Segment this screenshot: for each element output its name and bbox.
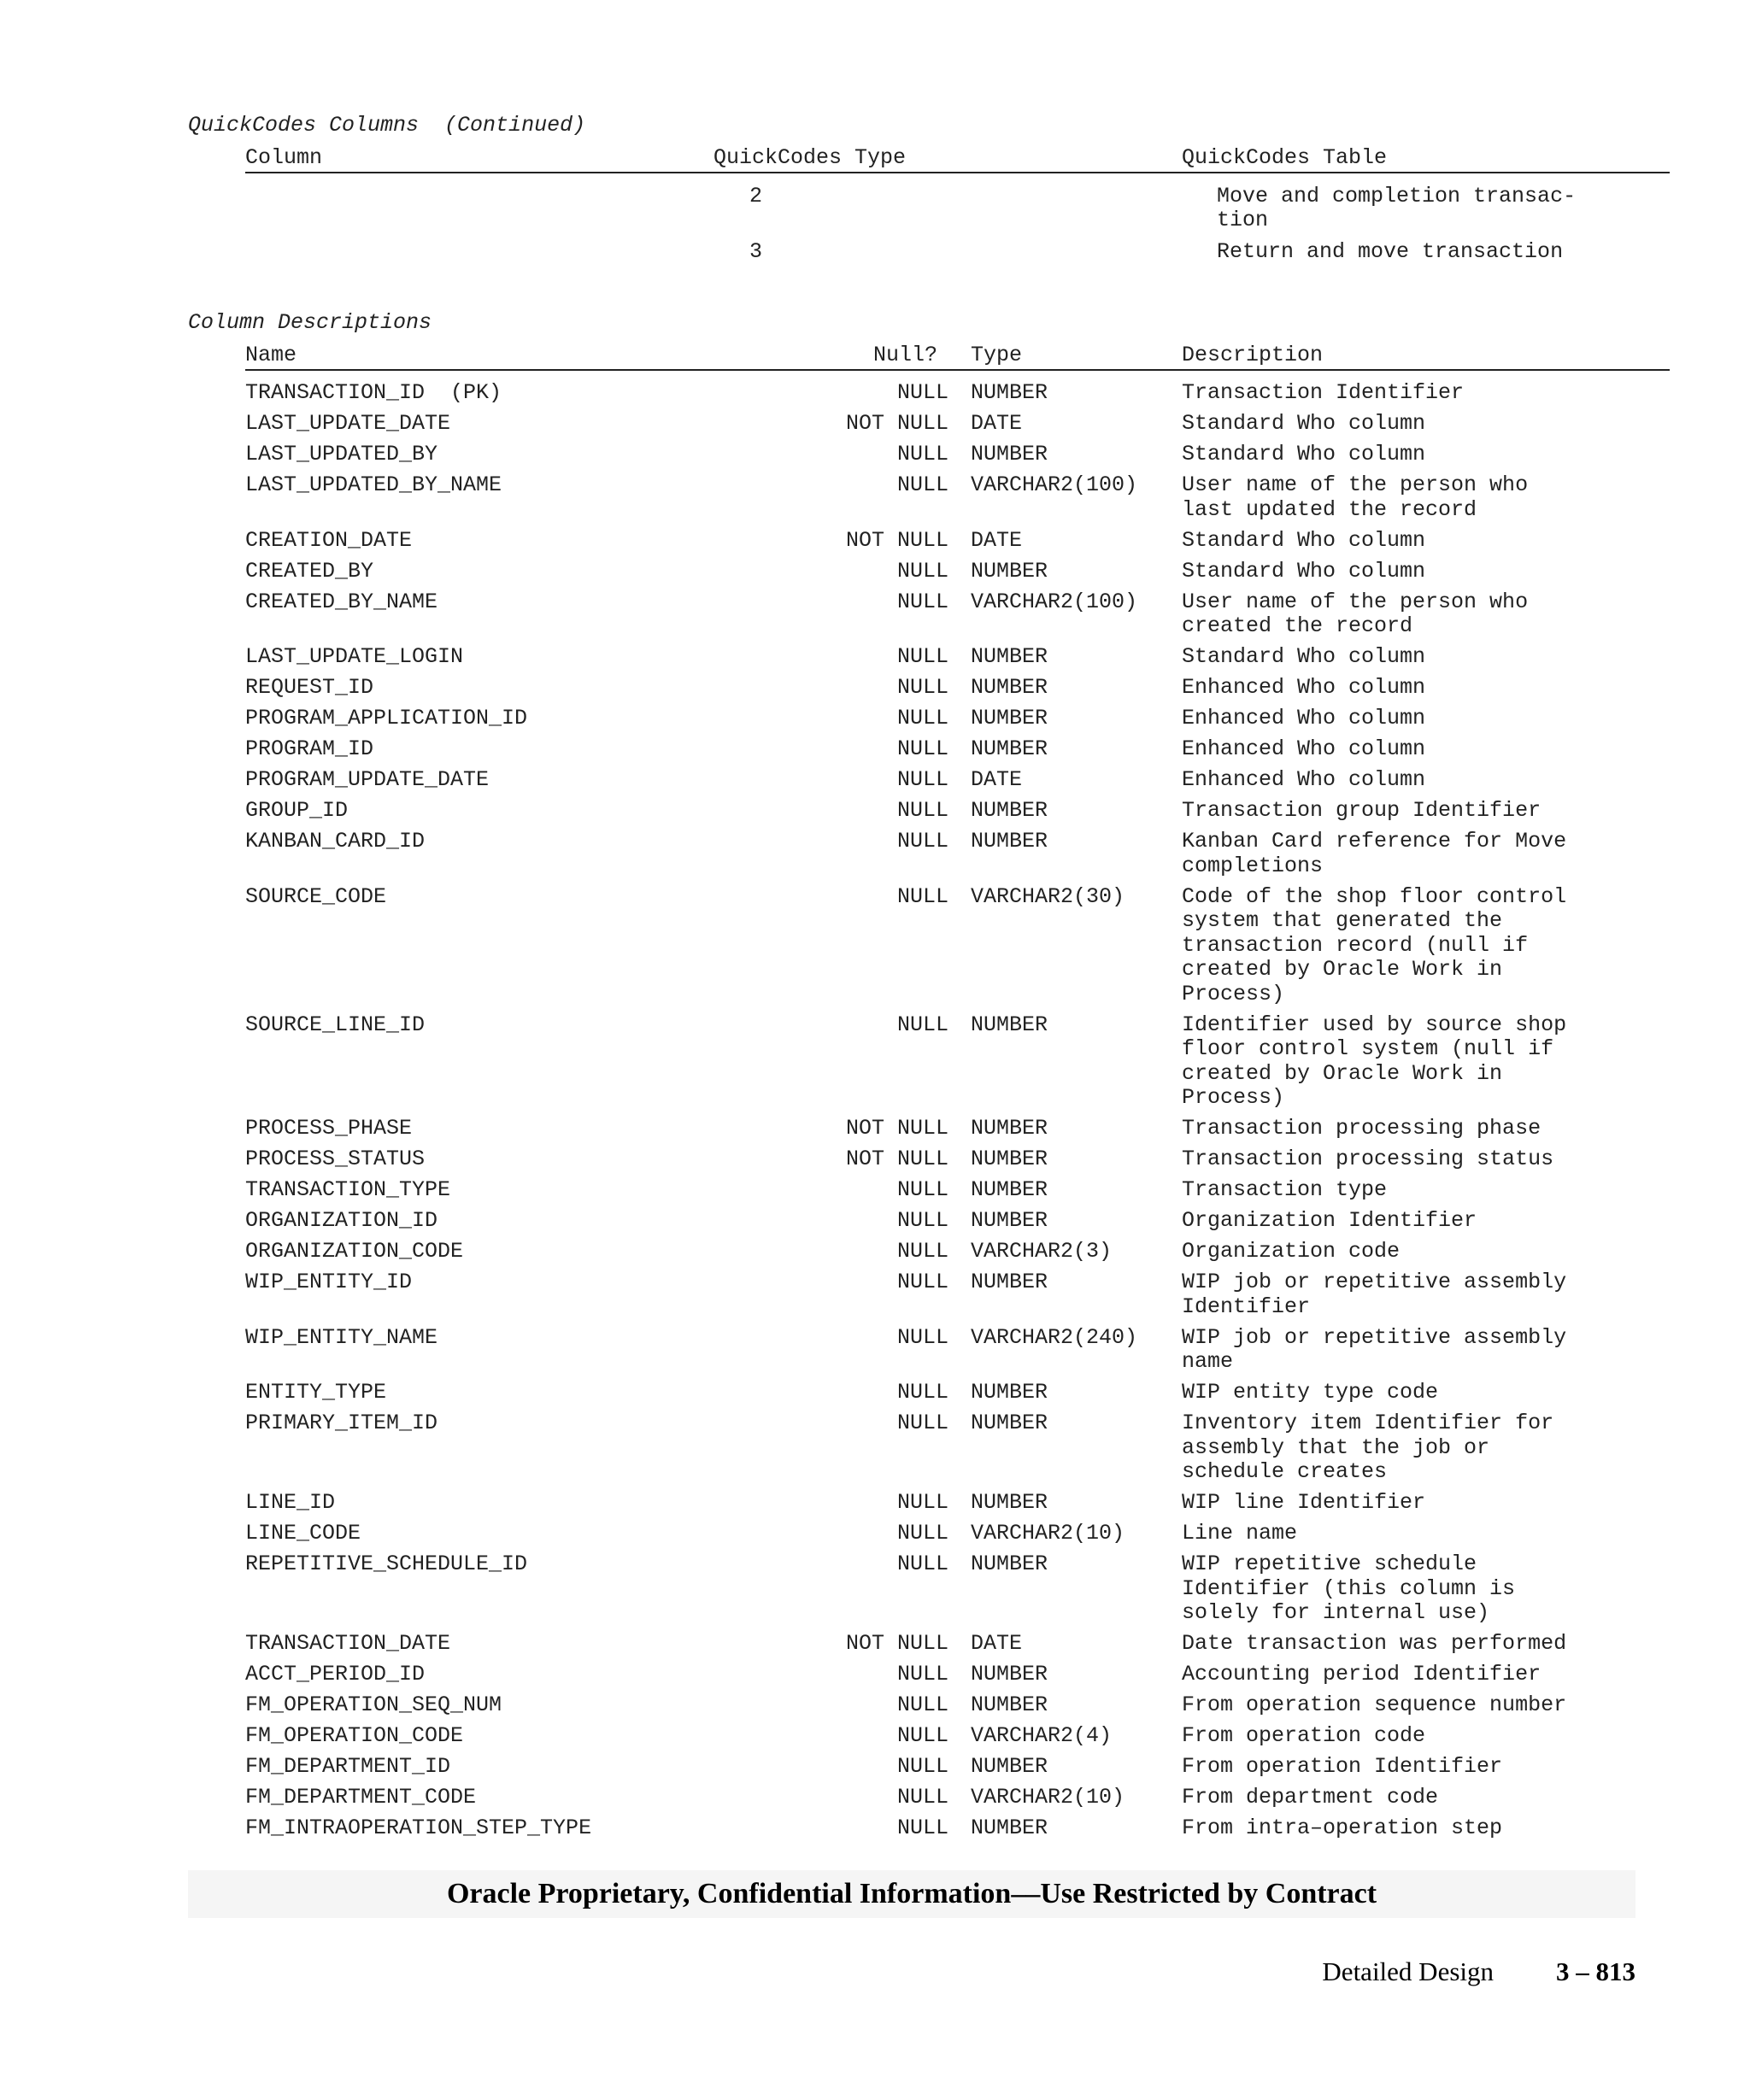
quickcodes-header-rule bbox=[245, 172, 1670, 173]
column-name: SOURCE_CODE bbox=[245, 883, 387, 909]
column-type: NUMBER bbox=[971, 1692, 1048, 1717]
column-name: KANBAN_CARD_ID bbox=[245, 829, 426, 853]
column-description: Transaction group Identifier bbox=[1182, 798, 1542, 823]
column-name: PROCESS_STATUS bbox=[245, 1147, 426, 1171]
column-type: NUMBER bbox=[971, 1116, 1048, 1141]
column-name: LAST_UPDATE_DATE bbox=[245, 411, 451, 436]
column-description: WIP repetitive schedule Identifier (this column is solely for internal use) bbox=[1182, 1552, 1516, 1625]
column-nullability: NULL bbox=[896, 1552, 948, 1576]
column-description: Standard Who column bbox=[1182, 558, 1426, 584]
column-type: NUMBER bbox=[971, 1754, 1048, 1779]
table-row bbox=[0, 1013, 1750, 1111]
column-type: VARCHAR2(4) bbox=[971, 1723, 1113, 1748]
table-row bbox=[0, 1816, 1750, 1841]
column-nullability: NULL bbox=[896, 1239, 948, 1264]
column-name: FM_OPERATION_CODE bbox=[245, 1723, 464, 1748]
table-row bbox=[0, 443, 1750, 467]
table-row bbox=[0, 1663, 1750, 1687]
column-description: From department code bbox=[1182, 1785, 1439, 1810]
column-type: NUMBER bbox=[971, 1411, 1048, 1435]
column-description: Enhanced Who column bbox=[1182, 675, 1426, 700]
column-name: LAST_UPDATED_BY bbox=[245, 442, 438, 466]
table-row bbox=[0, 1491, 1750, 1516]
column-type: NUMBER bbox=[971, 380, 1048, 405]
quickcodes-header-table: QuickCodes Table bbox=[1182, 145, 1388, 170]
columns-header-description: Description bbox=[1182, 343, 1324, 367]
column-name: FM_DEPARTMENT_ID bbox=[245, 1754, 451, 1779]
column-nullability: NULL bbox=[896, 675, 948, 700]
table-row bbox=[0, 1724, 1750, 1749]
column-name: WIP_ENTITY_NAME bbox=[245, 1324, 438, 1350]
column-type: NUMBER bbox=[971, 1012, 1048, 1037]
columns-header-name: Name bbox=[245, 343, 297, 367]
column-nullability: NULL bbox=[896, 736, 948, 761]
quickcodes-meaning: Move and completion transac- tion bbox=[1217, 184, 1577, 232]
table-row bbox=[0, 560, 1750, 584]
table-row bbox=[0, 830, 1750, 878]
column-nullability: NULL bbox=[896, 1785, 948, 1810]
column-nullability: NULL bbox=[896, 472, 948, 497]
column-description: From operation Identifier bbox=[1182, 1754, 1503, 1779]
column-description: Transaction type bbox=[1182, 1177, 1388, 1202]
column-description: Transaction processing phase bbox=[1182, 1116, 1542, 1141]
column-name: FM_OPERATION_SEQ_NUM bbox=[245, 1692, 502, 1717]
column-description: Organization Identifier bbox=[1182, 1208, 1477, 1233]
columns-header-null: Null? bbox=[873, 343, 938, 367]
column-nullability: NULL bbox=[896, 1411, 948, 1435]
column-name: TRANSACTION_ID (PK) bbox=[245, 380, 502, 405]
column-name: ACCT_PERIOD_ID bbox=[245, 1662, 426, 1686]
column-description: WIP job or repetitive assembly name bbox=[1182, 1324, 1567, 1374]
column-nullability: NOT NULL bbox=[845, 411, 948, 436]
column-description: WIP entity type code bbox=[1182, 1380, 1439, 1405]
column-nullability: NULL bbox=[896, 1490, 948, 1515]
column-name: TRANSACTION_DATE bbox=[245, 1631, 451, 1656]
column-name: REQUEST_ID bbox=[245, 675, 374, 700]
column-description: From intra–operation step bbox=[1182, 1816, 1503, 1840]
column-type: NUMBER bbox=[971, 829, 1048, 853]
columns-header-type: Type bbox=[971, 343, 1023, 367]
column-description: From operation code bbox=[1182, 1723, 1426, 1748]
column-name: LAST_UPDATED_BY_NAME bbox=[245, 472, 502, 497]
column-nullability: NULL bbox=[896, 706, 948, 730]
table-row bbox=[0, 412, 1750, 437]
column-description: WIP line Identifier bbox=[1182, 1490, 1426, 1515]
column-description: Standard Who column bbox=[1182, 411, 1426, 436]
table-row bbox=[0, 737, 1750, 762]
table-row bbox=[0, 1270, 1750, 1319]
column-nullability: NULL bbox=[896, 798, 948, 823]
table-row bbox=[0, 1786, 1750, 1810]
column-nullability: NULL bbox=[896, 558, 948, 584]
column-name: PROGRAM_APPLICATION_ID bbox=[245, 706, 528, 730]
column-type: NUMBER bbox=[971, 1816, 1048, 1840]
column-type: NUMBER bbox=[971, 675, 1048, 700]
table-row bbox=[0, 799, 1750, 824]
column-name: ENTITY_TYPE bbox=[245, 1380, 387, 1405]
column-description: WIP job or repetitive assembly Identifier bbox=[1182, 1270, 1567, 1319]
table-row bbox=[0, 529, 1750, 554]
quickcodes-title: QuickCodes Columns (Continued) bbox=[188, 113, 586, 138]
column-descriptions-table bbox=[0, 381, 1750, 1847]
column-name: PRIMARY_ITEM_ID bbox=[245, 1411, 438, 1435]
column-type: VARCHAR2(100) bbox=[971, 472, 1138, 497]
column-descriptions-title: Column Descriptions bbox=[188, 310, 432, 335]
columns-header-rule bbox=[245, 369, 1670, 371]
quickcodes-value: 2 bbox=[749, 184, 763, 208]
column-description: Organization code bbox=[1182, 1239, 1401, 1264]
quickcodes-table bbox=[0, 185, 1750, 272]
column-type: DATE bbox=[971, 411, 1023, 436]
column-description: Enhanced Who column bbox=[1182, 767, 1426, 792]
table-row bbox=[0, 1381, 1750, 1405]
column-type: NUMBER bbox=[971, 558, 1048, 584]
column-description: Kanban Card reference for Move completions bbox=[1182, 829, 1567, 878]
column-name: REPETITIVE_SCHEDULE_ID bbox=[245, 1552, 528, 1576]
table-row bbox=[0, 1209, 1750, 1234]
column-nullability: NULL bbox=[896, 1208, 948, 1233]
column-description: User name of the person who last updated the record bbox=[1182, 472, 1529, 522]
table-row bbox=[0, 707, 1750, 731]
column-type: NUMBER bbox=[971, 644, 1048, 669]
table-row bbox=[0, 1147, 1750, 1172]
column-description: Date transaction was performed bbox=[1182, 1631, 1567, 1656]
table-row bbox=[0, 1326, 1750, 1375]
column-name: FM_DEPARTMENT_CODE bbox=[245, 1785, 477, 1810]
column-name: ORGANIZATION_CODE bbox=[245, 1239, 464, 1264]
table-row bbox=[0, 473, 1750, 522]
table-row bbox=[0, 1552, 1750, 1626]
page-section-label: Detailed Design bbox=[1322, 1956, 1494, 1986]
column-type: NUMBER bbox=[971, 706, 1048, 730]
column-type: NUMBER bbox=[971, 1380, 1048, 1405]
column-type: NUMBER bbox=[971, 1552, 1048, 1576]
column-type: DATE bbox=[971, 1631, 1023, 1656]
column-description: Accounting period Identifier bbox=[1182, 1662, 1542, 1686]
column-nullability: NULL bbox=[896, 1723, 948, 1748]
table-row bbox=[0, 1240, 1750, 1264]
column-nullability: NULL bbox=[896, 829, 948, 853]
column-type: VARCHAR2(100) bbox=[971, 589, 1138, 614]
column-description: Enhanced Who column bbox=[1182, 736, 1426, 761]
column-nullability: NULL bbox=[896, 1816, 948, 1840]
quickcodes-header-type: QuickCodes Type bbox=[714, 145, 907, 170]
column-type: VARCHAR2(10) bbox=[971, 1521, 1125, 1546]
column-description: Standard Who column bbox=[1182, 644, 1426, 669]
column-type: DATE bbox=[971, 767, 1023, 792]
column-name: CREATED_BY_NAME bbox=[245, 589, 438, 614]
column-nullability: NULL bbox=[896, 1324, 948, 1350]
column-description: Identifier used by source shop floor control system (null if created by Oracle Work in Process) bbox=[1182, 1012, 1567, 1110]
column-type: NUMBER bbox=[971, 736, 1048, 761]
column-name: WIP_ENTITY_ID bbox=[245, 1270, 413, 1294]
table-row bbox=[0, 381, 1750, 406]
table-row bbox=[0, 676, 1750, 701]
column-type: NUMBER bbox=[971, 1177, 1048, 1202]
column-type: NUMBER bbox=[971, 442, 1048, 466]
quickcodes-row bbox=[0, 240, 1750, 264]
table-row bbox=[0, 1693, 1750, 1718]
column-description: Standard Who column bbox=[1182, 442, 1426, 466]
column-nullability: NULL bbox=[896, 1270, 948, 1294]
column-name: ORGANIZATION_ID bbox=[245, 1208, 438, 1233]
column-type: NUMBER bbox=[971, 1208, 1048, 1233]
table-row bbox=[0, 1522, 1750, 1546]
column-description: Transaction processing status bbox=[1182, 1147, 1554, 1171]
column-description: Line name bbox=[1182, 1521, 1298, 1546]
column-name: LAST_UPDATE_LOGIN bbox=[245, 644, 464, 669]
column-description: User name of the person who created the record bbox=[1182, 589, 1529, 638]
confidential-notice: Oracle Proprietary, Confidential Information––Use Restricted by Contract bbox=[446, 1878, 1377, 1909]
column-name: PROCESS_PHASE bbox=[245, 1116, 413, 1141]
column-nullability: NULL bbox=[896, 589, 948, 614]
table-row bbox=[0, 1178, 1750, 1203]
column-nullability: NOT NULL bbox=[845, 527, 948, 553]
column-nullability: NULL bbox=[896, 644, 948, 669]
column-nullability: NULL bbox=[896, 442, 948, 466]
column-nullability: NULL bbox=[896, 1754, 948, 1779]
quickcodes-row bbox=[0, 185, 1750, 232]
column-description: From operation sequence number bbox=[1182, 1692, 1567, 1717]
table-row bbox=[0, 590, 1750, 639]
column-type: NUMBER bbox=[971, 1147, 1048, 1171]
column-name: GROUP_ID bbox=[245, 798, 349, 823]
column-nullability: NULL bbox=[896, 1692, 948, 1717]
column-nullability: NULL bbox=[896, 883, 948, 909]
column-name: PROGRAM_ID bbox=[245, 736, 374, 761]
table-row bbox=[0, 1411, 1750, 1485]
column-type: DATE bbox=[971, 527, 1023, 553]
table-row bbox=[0, 1117, 1750, 1141]
table-row bbox=[0, 645, 1750, 670]
column-type: VARCHAR2(240) bbox=[971, 1324, 1138, 1350]
column-description: Transaction Identifier bbox=[1182, 380, 1465, 405]
column-nullability: NOT NULL bbox=[845, 1116, 948, 1141]
page-number: 3 – 813 bbox=[1556, 1956, 1635, 1986]
column-nullability: NULL bbox=[896, 1380, 948, 1405]
column-nullability: NULL bbox=[896, 1177, 948, 1202]
column-type: VARCHAR2(30) bbox=[971, 883, 1125, 909]
column-description: Enhanced Who column bbox=[1182, 706, 1426, 730]
column-nullability: NOT NULL bbox=[845, 1631, 948, 1656]
column-name: SOURCE_LINE_ID bbox=[245, 1012, 426, 1037]
column-name: LINE_CODE bbox=[245, 1521, 361, 1546]
table-row bbox=[0, 1632, 1750, 1657]
column-description: Inventory item Identifier for assembly that the job or schedule creates bbox=[1182, 1411, 1554, 1484]
column-type: VARCHAR2(3) bbox=[971, 1239, 1113, 1264]
column-name: CREATED_BY bbox=[245, 558, 374, 584]
quickcodes-value: 3 bbox=[749, 239, 763, 264]
table-row bbox=[0, 768, 1750, 793]
column-type: NUMBER bbox=[971, 1490, 1048, 1515]
column-nullability: NULL bbox=[896, 1521, 948, 1546]
column-nullability: NULL bbox=[896, 380, 948, 405]
column-name: TRANSACTION_TYPE bbox=[245, 1177, 451, 1202]
table-row bbox=[0, 885, 1750, 1007]
column-type: VARCHAR2(10) bbox=[971, 1785, 1125, 1810]
column-type: NUMBER bbox=[971, 1270, 1048, 1294]
quickcodes-meaning: Return and move transaction bbox=[1217, 239, 1564, 264]
column-type: NUMBER bbox=[971, 798, 1048, 823]
column-nullability: NOT NULL bbox=[845, 1147, 948, 1171]
column-nullability: NULL bbox=[896, 1662, 948, 1686]
column-description: Standard Who column bbox=[1182, 527, 1426, 553]
column-nullability: NULL bbox=[896, 1012, 948, 1037]
column-nullability: NULL bbox=[896, 767, 948, 792]
column-name: PROGRAM_UPDATE_DATE bbox=[245, 767, 490, 792]
column-name: FM_INTRAOPERATION_STEP_TYPE bbox=[245, 1816, 592, 1840]
table-row bbox=[0, 1755, 1750, 1780]
column-description: Code of the shop floor control system that generated the transaction record (null if created by Oracle Work in Process) bbox=[1182, 883, 1567, 1006]
column-type: NUMBER bbox=[971, 1662, 1048, 1686]
column-name: CREATION_DATE bbox=[245, 527, 413, 553]
quickcodes-header-column: Column bbox=[245, 145, 323, 170]
column-name: LINE_ID bbox=[245, 1490, 336, 1515]
